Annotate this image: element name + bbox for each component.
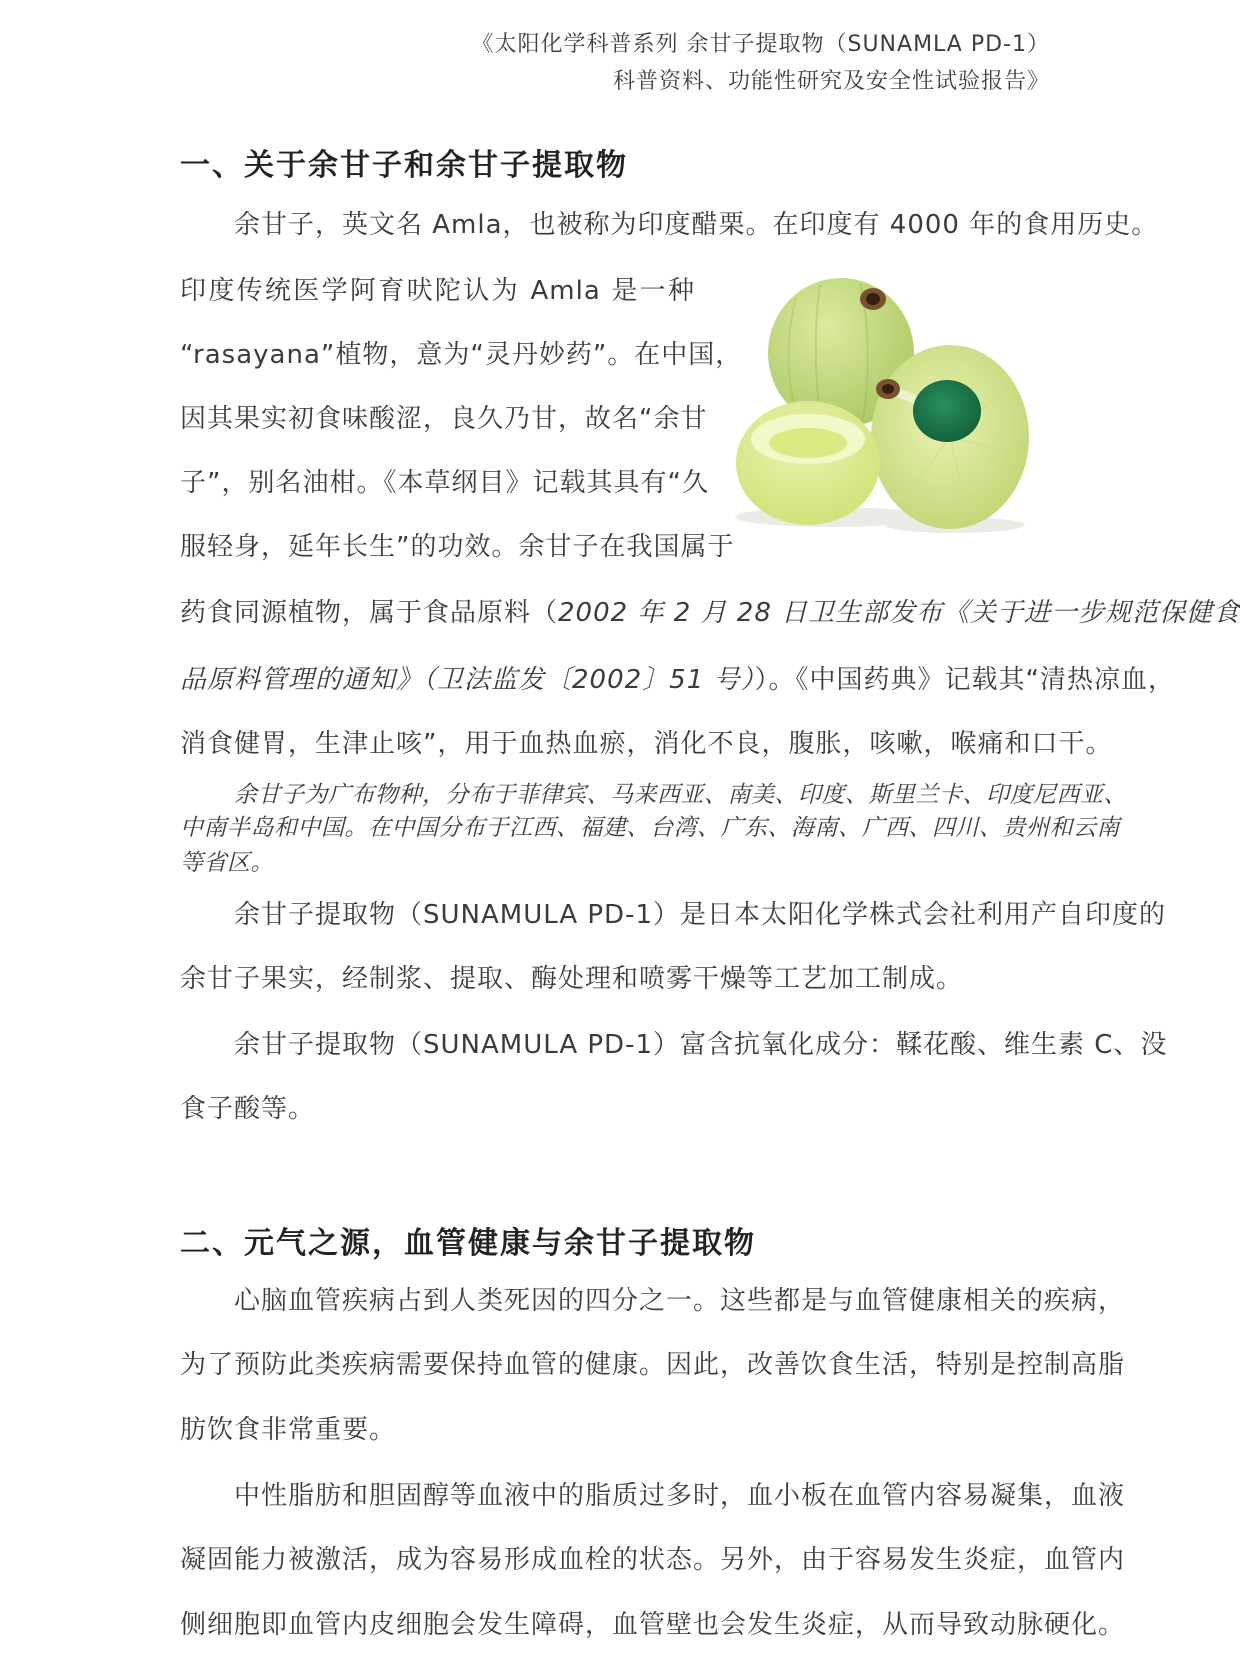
text-run-italic: 2002 年 2 月 28 日卫生部发布《关于进一步规范保健食	[558, 598, 1240, 628]
body-line: 中性脂肪和胆固醇等血液中的脂质过多时，血小板在血管内容易凝集，血液	[234, 1481, 1126, 1511]
note-line: 余甘子为广布物种，分布于菲律宾、马来西亚、南美、印度、斯里兰卡、印度尼西亚、	[234, 782, 1127, 808]
body-line: 印度传统医学阿育吠陀认为 Amla 是一种	[180, 276, 695, 306]
body-line: 凝固能力被激活，成为容易形成血栓的状态。另外，由于容易发生炎症，血管内	[180, 1545, 1126, 1575]
body-line: 服轻身，延年长生”的功效。余甘子在我国属于	[180, 532, 735, 562]
note-line: 等省区。	[180, 850, 274, 876]
stem-knob-center	[882, 384, 894, 394]
doc-header-line-1: 《太阳化学科普系列 余甘子提取物（SUNAMLA PD-1）	[471, 32, 1050, 57]
body-line: 肪饮食非常重要。	[180, 1415, 397, 1445]
amla-fruit-image	[720, 265, 1030, 535]
cut-amla-fruit	[871, 345, 1029, 529]
section-2-title: 二、元气之源，血管健康与余甘子提取物	[180, 1226, 756, 1261]
text-run: ）。《中国药典》记载其“清热凉血，	[754, 665, 1176, 695]
seed-core	[913, 380, 981, 442]
body-line	[180, 596, 1240, 630]
text-run: 药食同源植物，属于食品原料（	[180, 598, 559, 628]
body-line: 余甘子果实，经制浆、提取、酶处理和喷雾干燥等工艺加工制成。	[180, 964, 964, 994]
body-line: “rasayana”植物，意为“灵丹妙药”。在中国，	[180, 340, 743, 370]
section-1-title: 一、关于余甘子和余甘子提取物	[180, 148, 628, 183]
body-line: 心脑血管疾病占到人类死因的四分之一。这些都是与血管健康相关的疾病，	[234, 1286, 1126, 1316]
calyx-spot-center	[866, 293, 880, 305]
body-line: 余甘子提取物（SUNAMULA PD-1）是日本太阳化学株式会社利用产自印度的	[234, 900, 1166, 930]
body-line: 食子酸等。	[180, 1094, 316, 1124]
body-line: 为了预防此类疾病需要保持血管的健康。因此，改善饮食生活，特别是控制高脂	[180, 1350, 1126, 1380]
half-amla-fruit	[736, 401, 880, 525]
body-line: 消食健胃，生津止咳”，用于血热血瘀，消化不良，腹胀，咳嗽，喉痛和口干。	[180, 729, 1113, 759]
body-line	[180, 663, 1176, 697]
body-line: 余甘子，英文名 Amla，也被称为印度醋栗。在印度有 4000 年的食用历史。	[234, 210, 1159, 240]
body-line: 子”，别名油柑。《本草纲目》记载其具有“久	[180, 468, 709, 498]
body-line: 侧细胞即血管内皮细胞会发生障碍，血管壁也会发生炎症，从而导致动脉硬化。	[180, 1610, 1126, 1640]
doc-header-line-2: 科普资料、功能性研究及安全性试验报告》	[612, 69, 1050, 94]
note-line: 中南半岛和中国。在中国分布于江西、福建、台湾、广东、海南、广西、四川、贵州和云南	[180, 815, 1120, 841]
text-run-italic: 品原料管理的通知》（卫法监发〔2002〕51 号）	[180, 665, 755, 695]
body-line: 余甘子提取物（SUNAMULA PD-1）富含抗氧化成分：鞣花酸、维生素 C、没	[234, 1030, 1168, 1060]
body-line: 因其果实初食味酸涩，良久乃甘，故名“余甘	[180, 404, 708, 434]
